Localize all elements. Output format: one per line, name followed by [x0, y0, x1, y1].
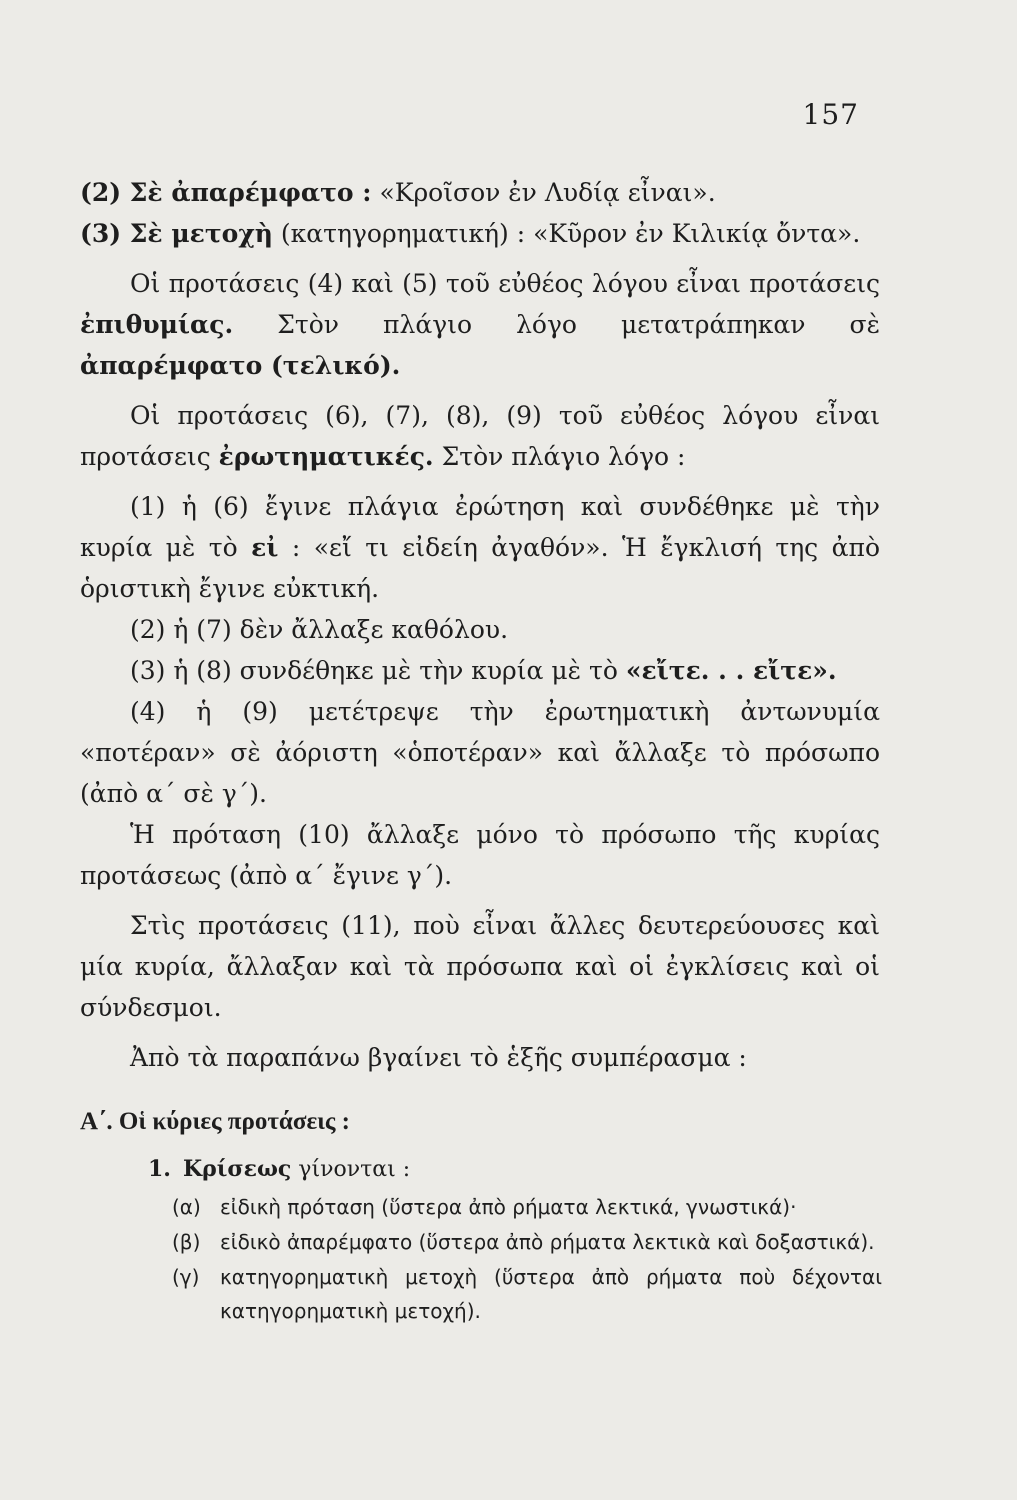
paragraph-text: «Κροῖσον ἐν Λυδίᾳ εἶναι». — [371, 178, 716, 207]
page-number: 157 — [802, 98, 859, 131]
paragraph-text: (1) ἡ (6) ἔγινε πλάγια ἐρώτηση καὶ συνδέθηκε μὲ τὴν κυρία μὲ τὸ — [80, 492, 880, 562]
paragraph-text: (3) ἡ (8) συνδέθηκε μὲ τὴν κυρία μὲ τὸ — [130, 656, 626, 685]
paragraph — [80, 213, 880, 254]
main-text — [80, 172, 880, 1078]
subheading-number: 1. — [148, 1156, 171, 1182]
bold-lead: (2) Σὲ ἀπαρέμφατο : — [80, 178, 372, 207]
list-item-label: (β) — [172, 1230, 201, 1254]
paragraph — [80, 486, 880, 609]
item-list — [172, 1190, 882, 1329]
subheading-title: Κρίσεως — [182, 1156, 292, 1182]
list-item-label: (α) — [172, 1195, 201, 1219]
subheading-rest: γίνονται : — [291, 1157, 411, 1182]
list-item-text: εἰδικὴ πρόταση (ὕστερα ἀπὸ ρήματα λεκτικά, γνωστικά)· — [220, 1195, 797, 1219]
paragraph: Ἡ πρόταση (10) ἄλλαξε μόνο τὸ πρόσωπο τῆς κυρίας προτάσεως (ἀπὸ α΄ ἔγινε γ΄). — [80, 820, 880, 890]
list-item-label: (γ) — [172, 1265, 200, 1289]
bold-term: «εἴτε. . . εἴτε». — [625, 656, 837, 685]
paragraph-text: : «εἴ τι εἰδείη ἀγαθόν». Ἡ ἔγκλισή της ἀπὸ ὁριστικὴ ἔγινε εὐκτική. — [80, 533, 880, 603]
paragraph: (4) ἡ (9) μετέτρεψε τὴν ἐρωτηματικὴ ἀντωνυμία «ποτέραν» σὲ ἀόριστη «ὁποτέραν» καὶ ἄλλαξε τὸ πρόσωπο (ἀπὸ α΄ σὲ γ΄). — [80, 697, 880, 808]
bold-lead: (3) Σὲ μετοχὴ — [80, 219, 273, 248]
bold-term: ἐρωτηματικές. — [218, 442, 434, 471]
list-item-text: εἰδικὸ ἀπαρέμφατο (ὕστερα ἀπὸ ρήματα λεκτικὰ καὶ δοξαστικά). — [220, 1230, 875, 1254]
bold-term: ἀπαρέμφατο (τελικό). — [80, 351, 401, 380]
paragraph-text: Οἱ προτάσεις (4) καὶ (5) τοῦ εὐθέος λόγου εἶναι προτάσεις — [130, 269, 880, 298]
list-item-text: κατηγορηματικὴ μετοχὴ (ὕστερα ἀπὸ ρήματα ποὺ δέχονται κατηγορηματικὴ μετοχή). — [220, 1265, 882, 1323]
paragraph — [80, 172, 880, 213]
list-item — [172, 1190, 882, 1224]
paragraph: Στὶς προτάσεις (11), ποὺ εἶναι ἄλλες δευτερεύουσες καὶ μία κυρία, ἄλλαξαν καὶ τὰ πρόσωπα καὶ οἱ ἐγκλίσεις καὶ οἱ σύνδεσμοι. — [80, 911, 880, 1022]
section-heading: Α΄. Οἱ κύριες προτάσεις : — [80, 1108, 350, 1135]
subheading — [148, 1156, 410, 1182]
paragraph — [80, 395, 880, 477]
paragraph-text: Στὸν πλάγιο λόγο : — [433, 442, 686, 471]
paragraph: (2) ἡ (7) δὲν ἄλλαξε καθόλου. — [130, 615, 509, 644]
bold-term: ἐπιθυμίας. — [80, 310, 234, 339]
paragraph — [80, 263, 880, 386]
paragraph: Ἀπὸ τὰ παραπάνω βγαίνει τὸ ἑξῆς συμπέρασμα : — [130, 1043, 747, 1072]
bold-term: εἰ — [251, 533, 279, 562]
paragraph — [80, 650, 880, 691]
paragraph-text: Οἱ προτάσεις (6), (7), (8), (9) τοῦ εὐθέος λόγου εἶναι προτάσεις — [80, 401, 880, 471]
list-item — [172, 1225, 882, 1259]
paragraph-text: (κατηγορηματική) : «Κῦρον ἐν Κιλικίᾳ ὄντα». — [272, 219, 861, 248]
paragraph-text: Στὸν πλάγιο λόγο μετατράπηκαν σὲ — [233, 310, 880, 339]
list-item — [172, 1260, 882, 1328]
